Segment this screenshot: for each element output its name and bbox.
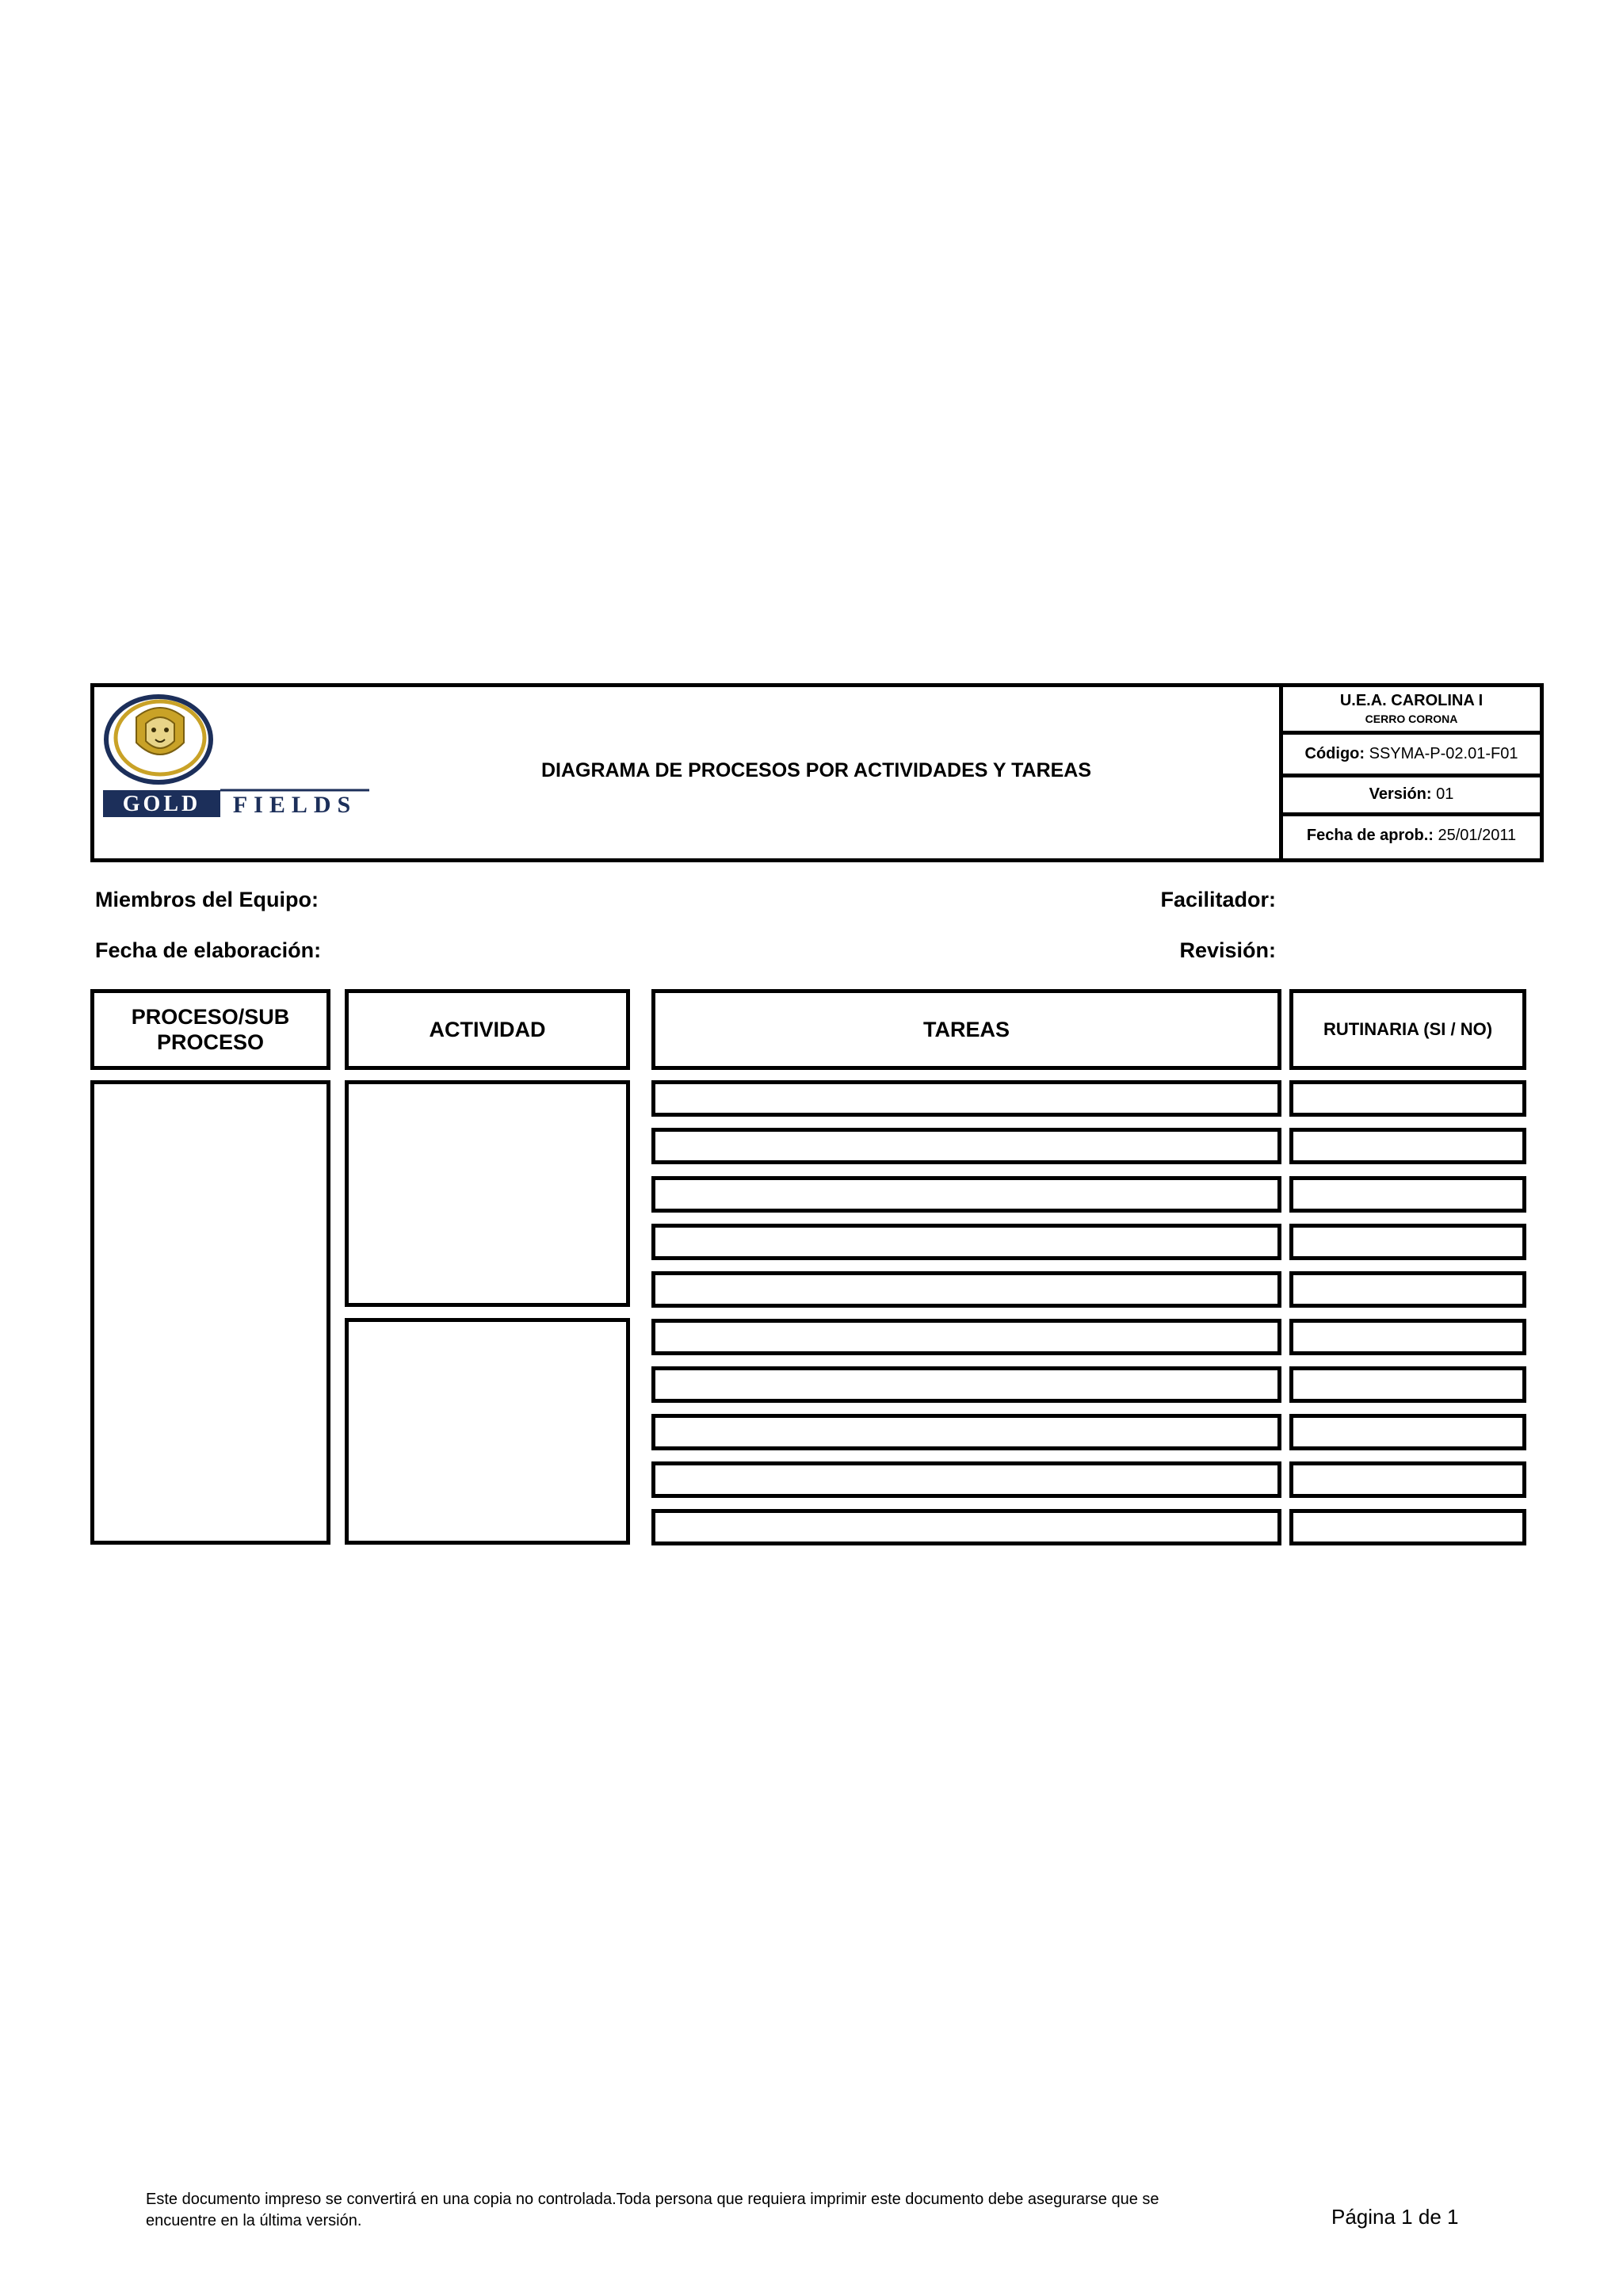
routine-row[interactable] bbox=[1289, 1366, 1526, 1403]
site-name: CERRO CORONA bbox=[1365, 712, 1458, 725]
code-label: Código: bbox=[1304, 745, 1365, 762]
code-field bbox=[1283, 745, 1540, 763]
routine-row[interactable] bbox=[1289, 1176, 1526, 1213]
routine-row[interactable] bbox=[1289, 1414, 1526, 1450]
version-value: 01 bbox=[1436, 785, 1454, 803]
svg-text:FIELDS: FIELDS bbox=[232, 792, 357, 818]
task-row[interactable] bbox=[651, 1461, 1281, 1498]
routine-row[interactable] bbox=[1289, 1080, 1526, 1117]
process-box[interactable] bbox=[90, 1080, 330, 1545]
approval-date-field bbox=[1283, 827, 1540, 845]
approval-date-label: Fecha de aprob.: bbox=[1306, 827, 1434, 844]
version-label: Versión: bbox=[1369, 785, 1432, 803]
task-row[interactable] bbox=[651, 1509, 1281, 1545]
svg-text:GOLD: GOLD bbox=[122, 792, 201, 816]
routine-row[interactable] bbox=[1289, 1128, 1526, 1164]
lion-icon bbox=[136, 708, 184, 755]
header-activity: ACTIVIDAD bbox=[345, 989, 630, 1070]
task-row[interactable] bbox=[651, 1080, 1281, 1117]
routine-row[interactable] bbox=[1289, 1271, 1526, 1308]
header-row-line bbox=[1279, 731, 1544, 735]
revision-label: Revisión: bbox=[1179, 938, 1276, 962]
activity-box[interactable] bbox=[345, 1080, 630, 1307]
version-field bbox=[1283, 785, 1540, 804]
routine-row[interactable] bbox=[1289, 1509, 1526, 1545]
activity-box[interactable] bbox=[345, 1318, 630, 1545]
header-routine: RUTINARIA (SI / NO) bbox=[1289, 989, 1526, 1070]
unit-name: U.E.A. CAROLINA I bbox=[1339, 692, 1484, 709]
task-row[interactable] bbox=[651, 1366, 1281, 1403]
routine-row[interactable] bbox=[1289, 1461, 1526, 1498]
task-row[interactable] bbox=[651, 1271, 1281, 1308]
header-process: PROCESO/SUB PROCESO bbox=[90, 989, 330, 1070]
elaboration-date-label: Fecha de elaboración: bbox=[95, 938, 322, 962]
task-row[interactable] bbox=[651, 1128, 1281, 1164]
footer-disclaimer: Este documento impreso se convertirá en una copia no controlada.Toda persona que requiera imprimir este documento debe asegurarse que se encuentre en la última versión. bbox=[146, 2191, 1159, 2229]
document-title: DIAGRAMA DE PROCESOS POR ACTIVIDADES Y TAREAS bbox=[540, 759, 1092, 781]
facilitator-label: Facilitador: bbox=[1160, 888, 1276, 911]
routine-row[interactable] bbox=[1289, 1224, 1526, 1260]
task-row[interactable] bbox=[651, 1176, 1281, 1213]
task-row[interactable] bbox=[651, 1224, 1281, 1260]
routine-row[interactable] bbox=[1289, 1319, 1526, 1355]
page-number: Página 1 de 1 bbox=[1331, 2205, 1459, 2229]
header-row-line bbox=[1279, 812, 1544, 816]
code-value: SSYMA-P-02.01-F01 bbox=[1369, 745, 1518, 762]
approval-date-value: 25/01/2011 bbox=[1438, 827, 1517, 844]
task-row[interactable] bbox=[651, 1414, 1281, 1450]
gold-fields-logo bbox=[101, 693, 371, 824]
team-members-label: Miembros del Equipo: bbox=[95, 888, 319, 911]
task-row[interactable] bbox=[651, 1319, 1281, 1355]
header-row-line bbox=[1279, 774, 1544, 777]
header-tasks: TAREAS bbox=[651, 989, 1281, 1070]
